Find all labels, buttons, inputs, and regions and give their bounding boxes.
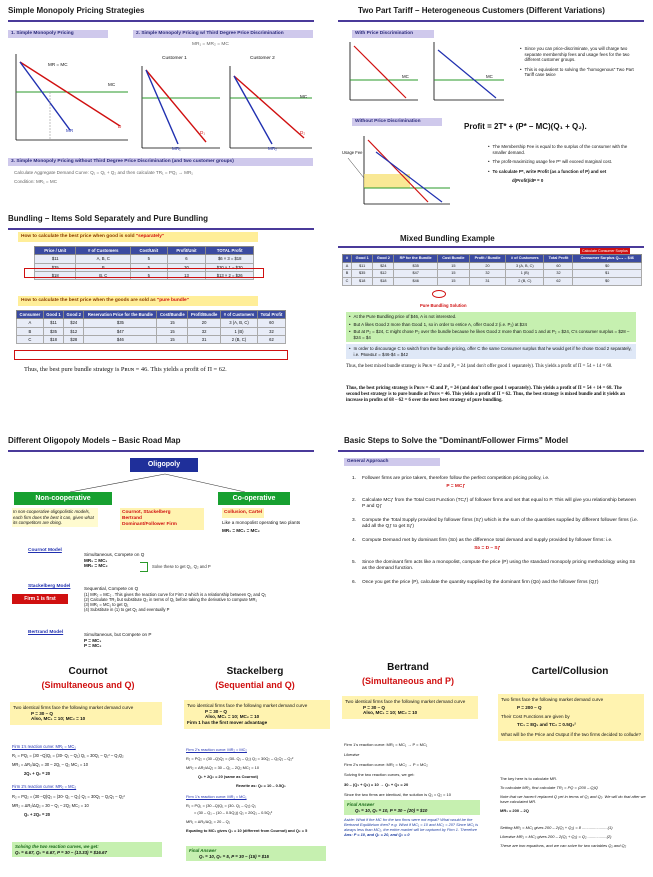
dominant-step: [352, 518, 640, 530]
stackelberg-final-box: [186, 846, 326, 861]
coop-description: Like a monopolist operating two plants: [222, 520, 301, 525]
cartel-work-6: Likewise MR₁ = MC₂ gives 200 – 2(Q₁ + Q₂) = Q₂ .................(2): [500, 834, 612, 839]
aggregate-demand-line: Calculate Aggregate Demand Curve: Q₁ = Q₁ + Q₂ and then calculate TR₁ = PQ₁ → MR₁: [14, 170, 193, 175]
mixed-title: Mixed Bundling Example: [400, 234, 495, 243]
bertrand-aside: [344, 818, 480, 838]
dominant-title: Basic Steps to Solve the "Dominant/Follower Firms" Model: [344, 436, 569, 445]
table-cell: 60: [544, 262, 573, 270]
cartel-title: Cartel/Collusion: [531, 666, 609, 677]
table-cell: $46: [84, 335, 157, 343]
cournot-work-4: 2Q₁ + Q₂ = 20: [24, 771, 51, 777]
table-cell: $30 × 1 = $30: [206, 263, 254, 271]
graph1-mr-label: MR: [66, 128, 74, 133]
table-cell: $1: [573, 270, 642, 278]
graph3-mr2-label: MR₂: [268, 146, 277, 151]
customer2-label: Customer 2: [250, 56, 275, 61]
noncoop-node: Non-cooperative: [14, 492, 112, 505]
pure-bundle-table: [16, 310, 286, 344]
tp1-mc-label: MC: [402, 74, 409, 79]
table-cell: 15: [437, 270, 469, 278]
table-cell: 31: [188, 335, 221, 343]
cournot-final-box: [12, 842, 162, 857]
bertrand-work: [344, 742, 484, 797]
cournot-line-3: MR₂ = MC₂: [84, 563, 108, 569]
two-part-rule: [338, 20, 644, 22]
bert-box-3: Also, MC₁ = 10; MC₂ = 10: [363, 710, 418, 716]
table-cell: $35: [35, 263, 76, 271]
cournot-box-1: Two identical firms face the following market demand curve: [13, 705, 134, 710]
table-row: [17, 335, 286, 343]
table-cell: 32: [257, 327, 285, 335]
dominant-steps: [352, 476, 640, 594]
table-header-cell: Good 2: [373, 255, 394, 263]
table-cell: 15: [157, 335, 188, 343]
table-cell: 15: [437, 262, 469, 270]
bertrand-model-label: Bertrand Model: [28, 630, 64, 635]
dominant-step: [352, 580, 640, 586]
bundling-q1: [18, 232, 258, 242]
graph3-mc-label: MC: [300, 94, 308, 99]
cournot-work-5: Firm 2's reaction curve: MR₂ = MC₂: [12, 784, 77, 790]
table-cell: $46: [394, 278, 437, 286]
table-header-cell: Consumer Surplus Q₁₁₂ – $46: [573, 255, 642, 263]
pure-bundle-conclusion: Thus, the best pure bundle strategy is Pʙᴜɴ = 46. This yields a profit of Π = 62.: [24, 366, 227, 373]
table-cell: $11: [43, 319, 63, 327]
table-cell: 3 (A, B, C): [220, 319, 257, 327]
tp-bullet-5: To calculate P*, write Profit (as a function of P) and set: [492, 168, 607, 174]
stack-final-h: Final Answer: [189, 848, 217, 853]
table-header-cell: # of Customers: [220, 311, 257, 319]
bert-work-1: Firm 1's reaction curve: MR₁ = MC₁ → P = MC₁: [344, 742, 428, 747]
table-cell: $12: [64, 327, 84, 335]
step-number: 2.: [352, 497, 357, 503]
cartel-box-2: P = 200 – Q: [517, 704, 542, 710]
table-cell: 13: [167, 271, 206, 279]
firm1-first-badge: Firm 1 is first: [12, 594, 68, 604]
bert-final: Q₁ = 10, Q₂ = 10, P = 30 – (20) = $10: [355, 807, 428, 813]
table-cell: 5: [131, 263, 167, 271]
table-cell: $35: [43, 327, 63, 335]
graph1-d-label: D: [118, 124, 122, 129]
cournot-box-2: P = 30 – Q: [31, 710, 54, 716]
table-header-cell: Total Profit: [257, 311, 285, 319]
cartel-work: [500, 776, 646, 848]
step-text: Since the dominant firm acts like a monopolist, compute the price (P) using the standard monopoly pricing methodology using Sᴅ as the demand function.: [362, 559, 636, 571]
bertrand-line-3: P = MC₂: [84, 643, 102, 649]
step-text: Compute Demand met by dominant firm (Sᴅ) as the difference total demand and supply provided by follower firms: i.e.: [362, 537, 613, 543]
stackelberg-model-label: Stackelberg Model: [28, 584, 71, 589]
usage-fee-label: Usage Fee: [342, 150, 363, 155]
tp-bullet-1: Since you can price-discriminate, you will charge two separate membership fees and usage fees for the two different customer groups.: [524, 46, 630, 62]
cartel-work-2: To calculate MR₁, first calculate TR₁ = PQ = (200 – Q)Q: [500, 785, 598, 790]
cournot-line-2: MR₁ = MC₁: [84, 557, 108, 563]
step-text: Follower firms are price takers, therefore follow the perfect competition pricing policy, i.e.: [362, 476, 550, 481]
stackelberg-model-lines: [84, 586, 320, 613]
table-cell: $35: [84, 319, 157, 327]
table-header-cell: # of Customers: [506, 255, 544, 263]
two-part-bar-1: With Price Discrimination: [352, 30, 434, 38]
table-header-cell: Profit / Bundle: [469, 255, 505, 263]
bert-aside-ans: Ans: P = 10, and Q₁ = 20, and Q₂ = 0: [344, 831, 410, 837]
step-text: Calculate MCƒ from the Total Cost Function (TCƒ) of follower firms and set that equal to P. This will give you relationship between P and Qƒ: [362, 497, 637, 509]
bert-final-h: Final Answer: [347, 802, 375, 807]
cournot-title: Cournot: [68, 666, 108, 677]
stack-work-2: R₂ = PQ₂ = (30 –Q)Q₂ = (30- Q₁ – Q₂) Q₂ = 30Q₂ – Q₁Q₂ – Q₂²: [186, 755, 294, 761]
cartel-work-5: Setting MR₁ = MC₁ gives 200 – 2(Q₁ + Q₂) = 8 .......................(1): [500, 825, 613, 830]
table-cell: B: [17, 327, 44, 335]
bundling-rule: [8, 228, 314, 230]
graph2-mr1-label: MR₁: [172, 146, 181, 151]
stack-work-8: = (30 – Q₁ – (10 – 0.5Q₁)) Q₁ = 20Q₁ – 0.5Q₁²: [194, 810, 273, 816]
table-header-cell: Cost/Unit: [131, 247, 167, 255]
table-header-cell: Profit/Bundle: [188, 311, 221, 319]
step-equation: Sᴅ = D – Sƒ: [474, 545, 501, 551]
cournot-work-1: Firm 1's reaction curve: MR₁ = MC₁: [12, 744, 76, 749]
table-header-cell: Reservation Price for the Bundle: [84, 311, 157, 319]
table-cell: A: [17, 319, 44, 327]
bundling-q1-text: How to calculate the best price when good is sold: [21, 234, 136, 239]
bertrand-final-box: [344, 800, 480, 815]
table-cell: B: [76, 263, 131, 271]
monopoly-graph-customer2: [224, 62, 314, 152]
tp2-mc-label: MC: [486, 74, 493, 79]
bertrand-title: Bertrand: [387, 662, 429, 673]
table-cell: 3 (A, B, C): [506, 262, 544, 270]
stack-work-3: MR₂ = ΔR₂/ΔQ₂ = 30 – Q₁ – 2Q₂ MC₂ = 10: [186, 764, 259, 770]
cartel-work-7: These are two equations, and we can solve for two variables Q₁ and Q₂: [500, 843, 627, 848]
mr-equation: MR₁ = MR₂ = MC: [192, 42, 229, 47]
consumer-surplus-tag: Calculate Consumer Surplus: [582, 249, 628, 253]
bert-work-5: 30 – (Q₁ + Q₂) = 10 → Q₁ + Q₂ = 20: [344, 782, 409, 787]
table-cell: $28: [64, 335, 84, 343]
table-cell: $6 × 3 = $18: [206, 255, 254, 263]
noncoop-model-1: Cournot, Stackelberg: [122, 510, 171, 515]
table-header-cell: # of Customers: [76, 247, 131, 255]
table-cell: 15: [157, 327, 188, 335]
bundling-q2: [18, 296, 258, 306]
table-cell: $18: [352, 278, 373, 286]
mixed-note-3: But at P₂ = $24, C might chose P₂ over the bundle because he likes Good 2 more than Good 1 and at P₂ = $24, C's consumer surplus = $28 – $24 = $4: [353, 329, 630, 340]
dominant-step: [352, 560, 640, 572]
table-cell: 60: [257, 319, 285, 327]
table-cell: 5: [131, 271, 167, 279]
bundling-q1-em: "separately": [135, 234, 165, 239]
table-cell: A, B, C: [76, 255, 131, 263]
table-header-cell: Profit/Unit: [167, 247, 206, 255]
stack-work-10: Equating to MC₁ gives Q₁ = 10 (different from Cournot) and Q₂ = 5: [186, 827, 308, 833]
cournot-line-1: Simultaneous, Compete on Q: [84, 552, 145, 557]
table-cell: $11: [35, 255, 76, 263]
mixed-result-2: Thus, the best pricing strategy is Pʙᴜɴ = 42 and P₂ = 24 (and don't offer good 1 separately). This yields a profit of Π = 54 + 14 = 68. The second best strategy is to pure bundle at Pʙᴜɴ = 46. This yields a profit of Π = 62. Thus, the best strategy is mixed bundle and it yields an increase in profits of 68 – 62 = 6 over the next best strategy of pure bundling.: [346, 386, 625, 403]
table-header-cell: Price / Unit: [35, 247, 76, 255]
monopoly-bar-2: 2. Simple Monopoly Pricing w/ Third Degree Price Discrimination: [133, 30, 313, 38]
table-header-cell: Cost/Bundle: [157, 311, 188, 319]
step-text: Once you get the price (P), calculate the quantity supplied by the dominant firm (Qᴅ) and the follower firms (Qƒ): [362, 579, 599, 585]
cournot-problem-box: [10, 702, 162, 725]
stackelberg-work: [186, 748, 332, 834]
table-cell: $18: [35, 271, 76, 279]
table-header-cell: Cost Bundle: [437, 255, 469, 263]
cartel-work-4: MR₁ = 200 – 2Q: [500, 808, 529, 813]
step-number: 5.: [352, 559, 357, 565]
monopoly-bar-1: 1. Simple Monopoly Pricing: [8, 30, 108, 38]
table-header-cell: Good 2: [64, 311, 84, 319]
table-header-cell: Consumer: [17, 311, 44, 319]
bertrand-subtitle: (Simultaneous and P): [361, 676, 454, 686]
table-cell: 62: [544, 278, 573, 286]
table-cell: 30: [167, 263, 206, 271]
table-header-cell: TOTAL Profit: [206, 247, 254, 255]
table-cell: 1 (B): [220, 327, 257, 335]
best-bundle-highlight: [14, 350, 288, 360]
table-row: [17, 327, 286, 335]
table-cell: C: [343, 278, 352, 286]
monopoly-bar-3: 3. Simple Monopoly Pricing without Third Degree Price Discrimination (and two customer groups): [8, 158, 313, 166]
bert-work-3: Firm 2's reaction curve: MR₂ = MC₂ → P = MC₂: [344, 762, 428, 767]
oligopoly-root: Oligopoly: [130, 458, 198, 472]
graph2-d1-label: D₁: [200, 130, 205, 135]
coop-equation: MR₁ = MC₁ = MC₂: [222, 528, 260, 533]
cartel-work-1: The key here is to calculate MR.: [500, 776, 558, 781]
cournot-brace: [140, 562, 148, 572]
tp-bullets-2: • The Membership Fee is equal to the surplus of the consumer with the smaller demand. • The profit-maximizing usage fee P* will exceed marginal cost. • To calculate P*, write Profit (as a function of P) and set d(Profit)/dP = 0: [488, 144, 642, 184]
two-part-title: Two Part Tariff – Heterogeneous Customers (Different Variations): [358, 6, 605, 15]
stackelberg-subtitle: (Sequential and Q): [215, 680, 295, 690]
table-cell: C: [17, 335, 44, 343]
cournot-subtitle: (Simultaneous and Q): [41, 680, 135, 690]
stack-work-5: Rewrite as: Q₂ = 10 – 0.5Q₁: [236, 782, 286, 788]
noncoop-model-2: Bertrand: [122, 515, 142, 521]
table-row: [35, 255, 254, 263]
noncoop-model-3: Dominant/Follower Firm: [122, 521, 177, 527]
cournot-note: Solve these to get Q₁, Q₂ and P: [152, 564, 211, 569]
stack-work-7: R₁ = PQ₁ = (30 –Q)Q₁ = (30- Q₁ – Q₂) Q₁: [186, 803, 256, 809]
stackelberg-line-3: (2) Calculate TR₁ but substitute Q₂ in terms of Q₁ before taking the derivative to compute MR₁: [84, 596, 257, 602]
bundling-q2-text: How to calculate the best price when the goods are sold as: [21, 298, 157, 303]
step-body: [362, 476, 549, 490]
two-part-graphs-1: [346, 40, 506, 102]
monopoly-rule: [8, 20, 314, 22]
cartel-box-3: Their Cost Functions are given by: [501, 714, 570, 720]
stackelberg-line-1: Sequential, Compete on Q: [84, 586, 139, 591]
table-cell: $0: [573, 262, 642, 270]
graph1-mc-label: MC: [108, 82, 116, 87]
mixed-green-notes: • At the Pure Bundling price of $46, A is not interested. • But A likes Good 2 more than Good 1, so in order to entice A, offer Good 2 (i.e. P₂) at $24 • But at P₂ = $24, C might chose P₂ over the bundle because he likes Good 2 more than Good 1 and at P₂ = $24, C's consumer surplus = $28 – $24 = $4: [346, 312, 636, 342]
step-number: 3.: [352, 517, 357, 523]
general-approach-bar: General Approach: [344, 458, 440, 466]
step-text: Compute the Total Supply provided by follower firms (Sƒ) which is the sum of the quantities supplied by different follower firms (i.e. add all the Qƒ to get Sƒ): [362, 517, 639, 529]
cartel-box-4: TC₁ = 8Q₁ and TC₂ = 0.5Q₂²: [517, 722, 576, 728]
cournot-work-6: R₂ = PQ₂ = (30 –Q)Q₂ = (30- Q₁ – Q₂) Q₂ = 30Q₂ – Q₁Q₂ – Q₂²: [12, 793, 125, 799]
bert-work-2: Likewise: [344, 752, 360, 757]
monopoly-title: Simple Monopoly Pricing Strategies: [8, 6, 145, 15]
table-cell: $24: [64, 319, 84, 327]
cournot-work-2: R₁ = PQ₁ = (30 –Q)Q₁ = (30- Q₁ – Q₂) Q₁ = 30Q₁ – Q₁² – Q₁Q₂: [12, 753, 124, 759]
step-number: 4.: [352, 537, 357, 543]
step-number: 6.: [352, 579, 357, 585]
step-body: [362, 518, 640, 530]
mixed-note-4: In order to discourage C to switch from the bundle pricing, offer C the same Consumer surplus that he would get if he chose Good 2 separately, i.e. Pʙᴜɴᴅʟᴇ = $46-$4 = $42: [353, 346, 632, 357]
stack-work-1: Firm 2's reaction curve: MR₂ = MC₂: [186, 747, 247, 752]
step-body: [362, 538, 613, 552]
noncoop-models: [120, 508, 204, 530]
cournot-work-8: Q₁ + 2Q₂ = 20: [24, 811, 51, 817]
dominant-rule: [338, 450, 644, 452]
cournot-final: Q₁ = 6.67, Q₂ = 6.67, P = 30 – (13.33) = $16.67: [15, 849, 107, 855]
tp-derivative: d(Profit)/dP = 0: [512, 178, 544, 183]
table-cell: 32: [469, 270, 505, 278]
cartel-work-3: Note that we haven't replaced Q yet in terms of Q₁ and Q₂. We will do that after we have calculated MR.: [500, 794, 646, 804]
bundling-title: Bundling – Items Sold Separately and Pure Bundling: [8, 214, 209, 223]
step-equation: P = MCƒ: [446, 483, 466, 489]
cartel-box-1: Two firms face the following market demand curve: [501, 697, 604, 702]
stackelberg-line-5: (4) Substitute in (1) to get Q₂ and eventually P: [84, 607, 170, 613]
table-cell: 15: [437, 278, 469, 286]
table-cell: $18: [373, 278, 394, 286]
bertrand-model-lines: [84, 632, 151, 649]
step-body: [362, 580, 598, 586]
bert-aside: Aside: What if the MC for the two firms were not equal? What would be the Bertrand Equilibrium then? e.g. What if MC₁ = 10 and MC₂ = 20? Since MC₁ is always less than MC₂, the entire market will be captured by Firm 1. Therefore: [344, 817, 479, 832]
bert-work-4: Solving the two reaction curves, we get:: [344, 772, 415, 777]
cournot-final-h: Solving the two reaction curves, we get:: [15, 844, 99, 849]
table-cell: 15: [157, 319, 188, 327]
table-cell: $13 × 2 = $26: [206, 271, 254, 279]
table-cell: 5: [131, 255, 167, 263]
cournot-model-label: Cournot Model: [28, 548, 62, 553]
table-header-cell: Total Profit: [544, 255, 573, 263]
condition-line: Condition: MR₁ = MC: [14, 179, 58, 184]
table-header-cell: #: [343, 255, 352, 263]
table-cell: 32: [188, 327, 221, 335]
table-cell: $0: [573, 278, 642, 286]
stackelberg-problem-box: [184, 700, 330, 729]
table-cell: 32: [544, 270, 573, 278]
mixed-result-1: Thus, the best mixed bundle strategy is Pʙᴜɴ = 42 and P₂ = 24 (and don't offer good 1 separately). This yields a profit of Π = 54 + 14 = 68.: [346, 364, 613, 369]
table-cell: $47: [84, 327, 157, 335]
bert-work-6: Since the two firms are identical, the solution is Q₁ = Q₂ = 10: [344, 792, 451, 797]
bertrand-problem-box: [342, 696, 478, 719]
monopoly-graph-customer1: [136, 62, 222, 152]
dominant-step: [352, 476, 640, 490]
table-row: [343, 270, 642, 278]
table-row: [343, 262, 642, 270]
table-cell: 6: [167, 255, 206, 263]
stack-box-1: Two identical firms face the following market demand curve: [187, 703, 308, 708]
dominant-step: [352, 538, 640, 552]
stackelberg-line-4: (3) MR₁ = MC₁ to get Q₁: [84, 602, 129, 608]
tp-bullet-2: This is equivalent to solving the "homogenous" Two Part Tariff case twice: [524, 66, 634, 77]
cournot-work-7: MR₂ = ΔR₂/ΔQ₂ = 30 – Q₁ – 2Q₂ MC₂ = 10: [12, 802, 89, 808]
table-header-cell: Good 1: [43, 311, 63, 319]
table-cell: 20: [188, 319, 221, 327]
table-cell: 2 (B, C): [506, 278, 544, 286]
customer1-label: Customer 1: [162, 56, 187, 61]
stack-work-9: MR₁ = ΔR₁/ΔQ₁ = 20 – Q₁: [186, 819, 230, 824]
graph3-d2-label: D₂: [300, 130, 306, 135]
tp-bullet-3: The Membership Fee is equal to the surplus of the consumer with the smaller demand.: [492, 144, 628, 155]
table-cell: $47: [394, 270, 437, 278]
cournot-work: [12, 744, 166, 817]
noncoop-description: In non-cooperative oligopolistic models, each firm does the best it can, given what its competitors are doing.: [12, 508, 98, 527]
table-row: [343, 278, 642, 286]
stack-box-4: Firm 1 has the first mover advantage: [187, 720, 268, 726]
mixed-note-1: At the Pure Bundling price of $46, A is not interested.: [353, 314, 457, 319]
cournot-model-lines: [84, 552, 144, 569]
table-header-cell: RP for the Bundle: [394, 255, 437, 263]
bert-box-1: Two identical firms face the following market demand curve: [345, 699, 466, 704]
table-cell: 62: [257, 335, 285, 343]
cournot-work-3: MR₁ = ΔR₁/ΔQ₁ = 30 – 2Q₁ – Q₂ MC₁ = 10: [12, 762, 88, 768]
stackelberg-title: Stackelberg: [226, 666, 284, 677]
stack-work-4: Q₁ + 2Q₂ = 20 (same as Cournot): [198, 773, 258, 779]
mixed-blue-note: • In order to discourage C to switch from the bundle pricing, offer C the same Consumer surplus that he would get if he chose Good 2 separately, i.e. Pʙᴜɴᴅʟᴇ = $46-$4 = $42: [346, 344, 636, 359]
table-header-cell: Good 1: [352, 255, 373, 263]
two-part-graph-2: [346, 134, 456, 208]
table-cell: $35: [352, 270, 373, 278]
table-cell: $18: [43, 335, 63, 343]
table-cell: $11: [352, 262, 373, 270]
bundling-q2-em: "pure bundle": [156, 298, 189, 303]
table-cell: $24: [373, 262, 394, 270]
tp-bullets-1: • Since you can price-discriminate, you will charge two separate membership fees and usage fees for the two different customer groups. • This is equivalent to solving the "homogenous" Two Part Tariff case twice: [520, 46, 642, 82]
pure-bundling-solution-label: Pure Bundling Solution: [420, 303, 467, 308]
two-part-bar-2: Without Price Discrimination: [352, 118, 442, 126]
stack-work-6: Firm 1's reaction curve: MR₁ = MC₁: [186, 794, 247, 800]
stack-box-2: P = 30 – Q: [205, 708, 228, 714]
table-cell: 20: [469, 262, 505, 270]
coop-models: Collusion, Cartel: [222, 508, 264, 518]
stack-box-3: Also, MC₁ = 10; MC₂ = 10: [205, 714, 260, 720]
bert-box-2: P = 30 – Q: [363, 704, 386, 710]
table-cell: 1 (B): [506, 270, 544, 278]
step-number: 1.: [352, 476, 357, 481]
cartel-problem-box: [498, 694, 644, 741]
table-row: [17, 319, 286, 327]
table-cell: B: [343, 270, 352, 278]
coop-node: Co-operative: [218, 492, 290, 505]
table-cell: 2 (B, C): [220, 335, 257, 343]
mixed-bundle-table: [342, 254, 642, 286]
profit-equation: Profit = 2T* + (P* – MC)(Q₁ + Q₂).: [464, 122, 587, 131]
stackelberg-line-2: (1) MR₂ = MC₂ . This gives the reaction curve for Firm 2 which is a relationship between Q₁ and Q₂: [84, 591, 267, 597]
table-cell: $35: [394, 262, 437, 270]
tp-bullet-4: The profit-maximizing usage fee P* will exceed marginal cost.: [492, 159, 613, 164]
step-body: [362, 498, 640, 510]
table-cell: $12: [373, 270, 394, 278]
oligopoly-title: Different Oligopoly Models – Basic Road Map: [8, 436, 181, 445]
dominant-step: [352, 498, 640, 510]
bertrand-line-1: Simultaneous, but Compete on P: [84, 632, 152, 637]
cournot-box-3: Also, MC₁ = 10; MC₂ = 10: [31, 716, 86, 722]
graph1-mr-mc-label: MR = MC: [48, 62, 68, 67]
mixed-note-2: But A likes Good 2 more than Good 1, so in order to entice A, offer Good 2 (i.e. P₂) at $24: [353, 321, 527, 327]
step-body: [362, 560, 640, 572]
c-good2-circle: [432, 290, 446, 298]
cartel-box-5: What will be the Price and Output if the two firms decided to collude?: [501, 731, 641, 737]
stack-final: Q₁ = 10, Q₂ = 5, P = 30 – (15) = $15: [199, 853, 269, 859]
table-cell: B, C: [76, 271, 131, 279]
best-separate-highlight: [24, 268, 264, 278]
table-cell: A: [343, 262, 352, 270]
table-cell: 31: [469, 278, 505, 286]
bertrand-line-2: P = MC₁: [84, 637, 102, 643]
